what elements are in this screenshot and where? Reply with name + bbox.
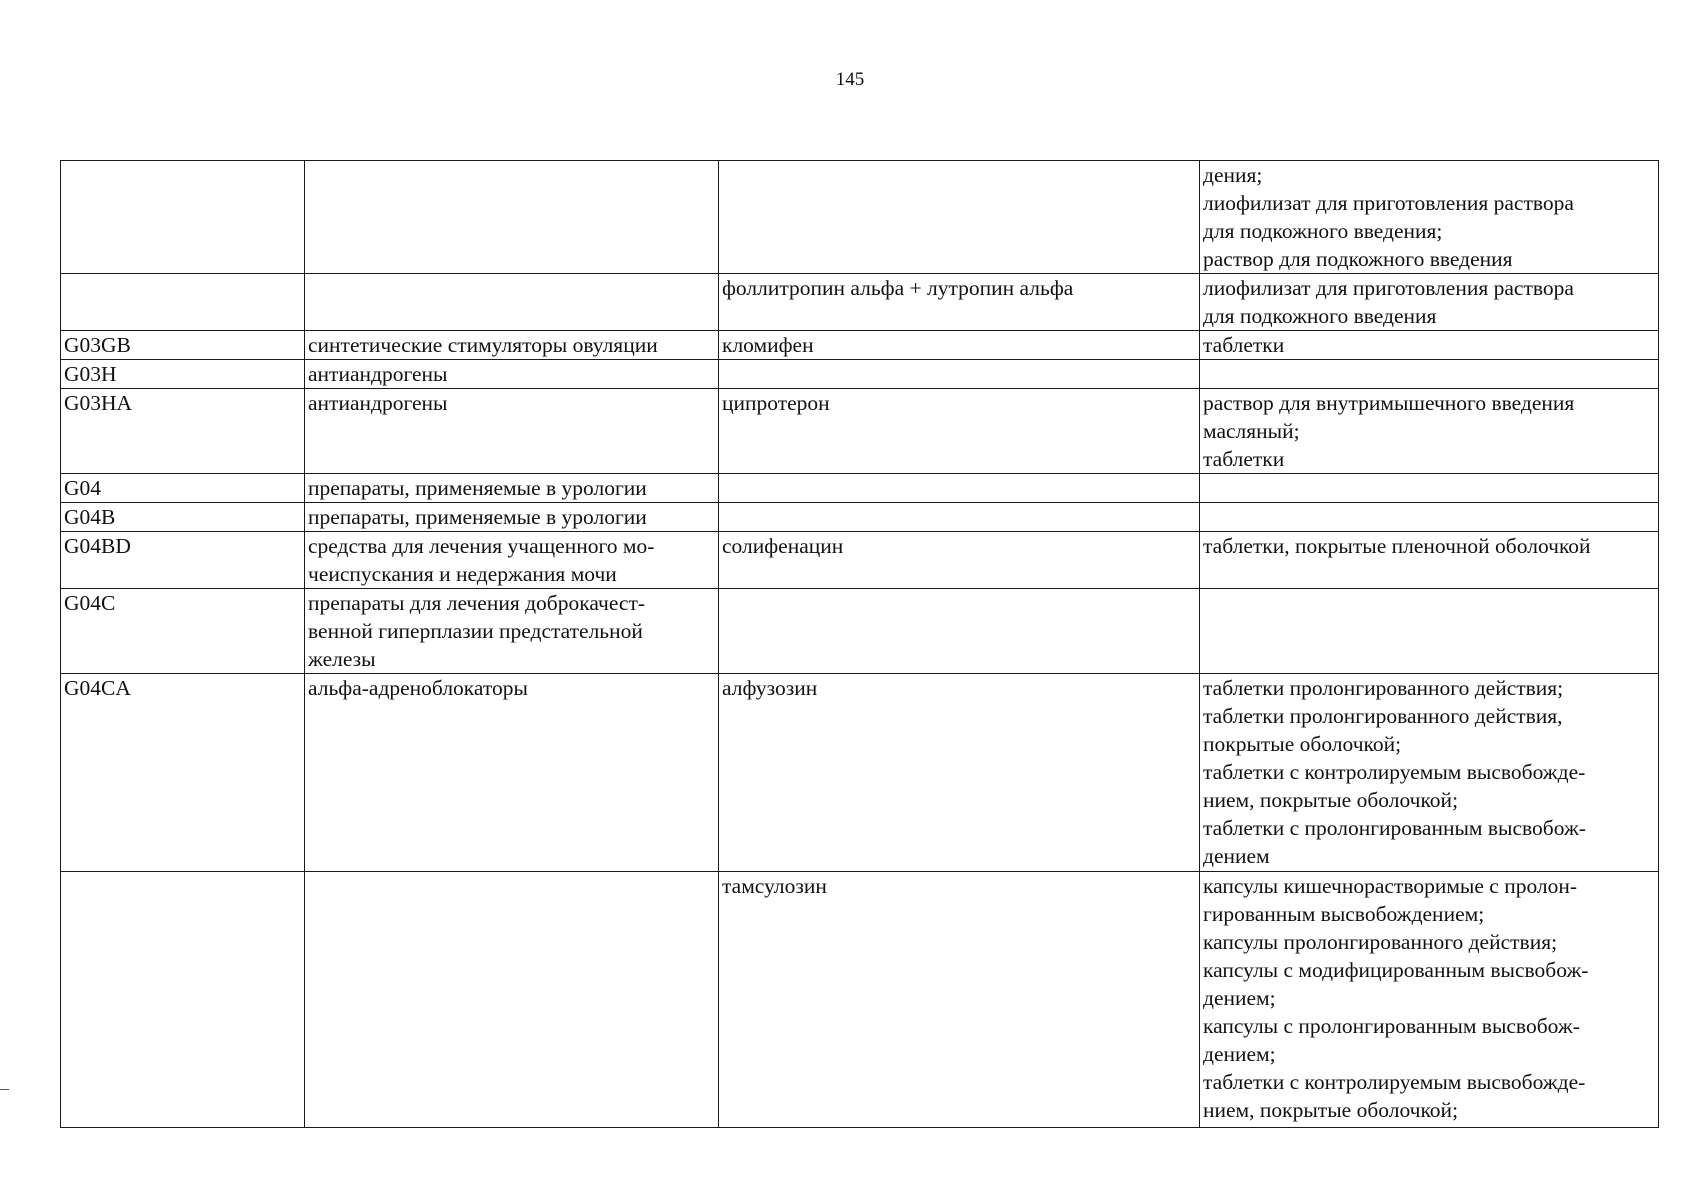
cell-text-line: таблетки <box>1203 333 1285 357</box>
dosage-forms-cell <box>1200 532 1659 589</box>
cell-text-line: альфа-адреноблокаторы <box>308 676 528 700</box>
active-substance-cell <box>719 589 1200 674</box>
table-row <box>61 674 1659 872</box>
active-substance-cell <box>719 674 1200 872</box>
cell-text-line: препараты для лечения доброкачест- <box>308 591 646 615</box>
cell-text-line: препараты, применяемые в урологии <box>308 505 647 529</box>
cell-text-line: железы <box>308 647 376 671</box>
pharmacological-group-cell <box>305 360 719 389</box>
cell-text-line: G04C <box>64 591 116 615</box>
atc-code-cell <box>61 331 305 360</box>
cell-text-line: дением <box>1203 844 1270 868</box>
dosage-forms-cell <box>1200 360 1659 389</box>
table-body <box>61 161 1659 1128</box>
active-substance-cell <box>719 474 1200 503</box>
cell-text-line: G03GB <box>64 333 131 357</box>
cell-text-line: таблетки <box>1203 447 1285 471</box>
cell-text-line: дения; <box>1203 163 1263 187</box>
cell-text-line: покрытые оболочкой; <box>1203 732 1402 756</box>
cell-text-line: фоллитропин альфа + лутропин альфа <box>722 276 1074 300</box>
cell-text-line: средства для лечения учащенного мо- <box>308 534 655 558</box>
pharmacological-group-cell <box>305 331 719 360</box>
cell-text-line: G04BD <box>64 534 131 558</box>
pharmacological-group-cell <box>305 674 719 872</box>
cell-text-line: солифенацин <box>722 534 844 558</box>
dosage-forms-cell <box>1200 274 1659 331</box>
cell-text-line: капсулы с пролонгированным высвобож- <box>1203 1014 1580 1038</box>
table-row <box>61 389 1659 474</box>
cell-text-line: таблетки с контролируемым высвобожде- <box>1203 760 1586 784</box>
pharmacological-group-cell <box>305 161 719 274</box>
dosage-forms-cell <box>1200 161 1659 274</box>
cell-text-line: капсулы с модифицированным высвобож- <box>1203 958 1589 982</box>
cell-text-line: алфузозин <box>722 676 818 700</box>
cell-text-line: раствор для подкожного введения <box>1203 247 1513 271</box>
cell-text-line: ципротерон <box>722 391 830 415</box>
active-substance-cell <box>719 503 1200 532</box>
cell-text-line: антиандрогены <box>308 362 448 386</box>
dosage-forms-cell <box>1200 589 1659 674</box>
cell-text-line: капсулы пролонгированного действия; <box>1203 930 1558 954</box>
drug-classification-table <box>60 160 1659 1128</box>
cell-text-line: масляный; <box>1203 419 1300 443</box>
atc-code-cell <box>61 589 305 674</box>
cell-text-line: G03HA <box>64 391 133 415</box>
cell-text-line: нием, покрытые оболочкой; <box>1203 1098 1459 1122</box>
cell-text-line: гированным высвобождением; <box>1203 902 1485 926</box>
table-row <box>61 872 1659 1128</box>
atc-code-cell <box>61 389 305 474</box>
cell-text-line: лиофилизат для приготовления раствора <box>1203 191 1574 215</box>
active-substance-cell <box>719 532 1200 589</box>
pharmacological-group-cell <box>305 389 719 474</box>
cell-text-line: таблетки, покрытые пленочной оболочкой <box>1203 534 1591 558</box>
cell-text-line: G04B <box>64 505 116 529</box>
atc-code-cell <box>61 503 305 532</box>
cell-text-line: чеиспускания и недержания мочи <box>308 562 617 586</box>
atc-code-cell <box>61 674 305 872</box>
cell-text-line: для подкожного введения <box>1203 304 1437 328</box>
dosage-forms-cell <box>1200 503 1659 532</box>
page-number: 145 <box>835 69 865 90</box>
cell-text-line: тамсулозин <box>722 874 827 898</box>
active-substance-cell <box>719 389 1200 474</box>
cell-text-line: синтетические стимуляторы овуляции <box>308 333 658 357</box>
table-row <box>61 503 1659 532</box>
pharmacological-group-cell <box>305 474 719 503</box>
table-row <box>61 274 1659 331</box>
pharmacological-group-cell <box>305 872 719 1128</box>
pharmacological-group-cell <box>305 503 719 532</box>
dosage-forms-cell <box>1200 872 1659 1128</box>
cell-text-line: для подкожного введения; <box>1203 219 1443 243</box>
cell-text-line: дением; <box>1203 1042 1276 1066</box>
cell-text-line: кломифен <box>722 333 814 357</box>
cell-text-line: нием, покрытые оболочкой; <box>1203 788 1459 812</box>
cell-text-line: таблетки с пролонгированным высвобож- <box>1203 816 1586 840</box>
active-substance-cell <box>719 872 1200 1128</box>
pharmacological-group-cell <box>305 274 719 331</box>
cell-text-line: дением; <box>1203 986 1276 1010</box>
atc-code-cell <box>61 474 305 503</box>
cell-text-line: G04 <box>64 476 102 500</box>
dosage-forms-cell <box>1200 674 1659 872</box>
table-row <box>61 161 1659 274</box>
cell-text-line: капсулы кишечнорастворимые с пролон- <box>1203 874 1578 898</box>
pharmacological-group-cell <box>305 532 719 589</box>
atc-code-cell <box>61 274 305 331</box>
table-row <box>61 360 1659 389</box>
atc-code-cell <box>61 532 305 589</box>
active-substance-cell <box>719 161 1200 274</box>
cell-text-line: лиофилизат для приготовления раствора <box>1203 276 1574 300</box>
cell-text-line: антиандрогены <box>308 391 448 415</box>
scan-margin-mark <box>0 1089 9 1090</box>
dosage-forms-cell <box>1200 331 1659 360</box>
table-row <box>61 474 1659 503</box>
atc-code-cell <box>61 161 305 274</box>
pharmacological-group-cell <box>305 589 719 674</box>
cell-text-line: таблетки с контролируемым высвобожде- <box>1203 1070 1586 1094</box>
dosage-forms-cell <box>1200 474 1659 503</box>
cell-text-line: венной гиперплазии предстательной <box>308 619 643 643</box>
cell-text-line: G03H <box>64 362 117 386</box>
cell-text-line: таблетки пролонгированного действия; <box>1203 676 1564 700</box>
cell-text-line: таблетки пролонгированного действия, <box>1203 704 1563 728</box>
atc-code-cell <box>61 360 305 389</box>
cell-text-line: раствор для внутримышечного введения <box>1203 391 1575 415</box>
active-substance-cell <box>719 360 1200 389</box>
cell-text-line: препараты, применяемые в урологии <box>308 476 647 500</box>
cell-text-line: G04CA <box>64 676 131 700</box>
table-row <box>61 532 1659 589</box>
atc-code-cell <box>61 872 305 1128</box>
table-row <box>61 589 1659 674</box>
table-row <box>61 331 1659 360</box>
active-substance-cell <box>719 331 1200 360</box>
active-substance-cell <box>719 274 1200 331</box>
dosage-forms-cell <box>1200 389 1659 474</box>
